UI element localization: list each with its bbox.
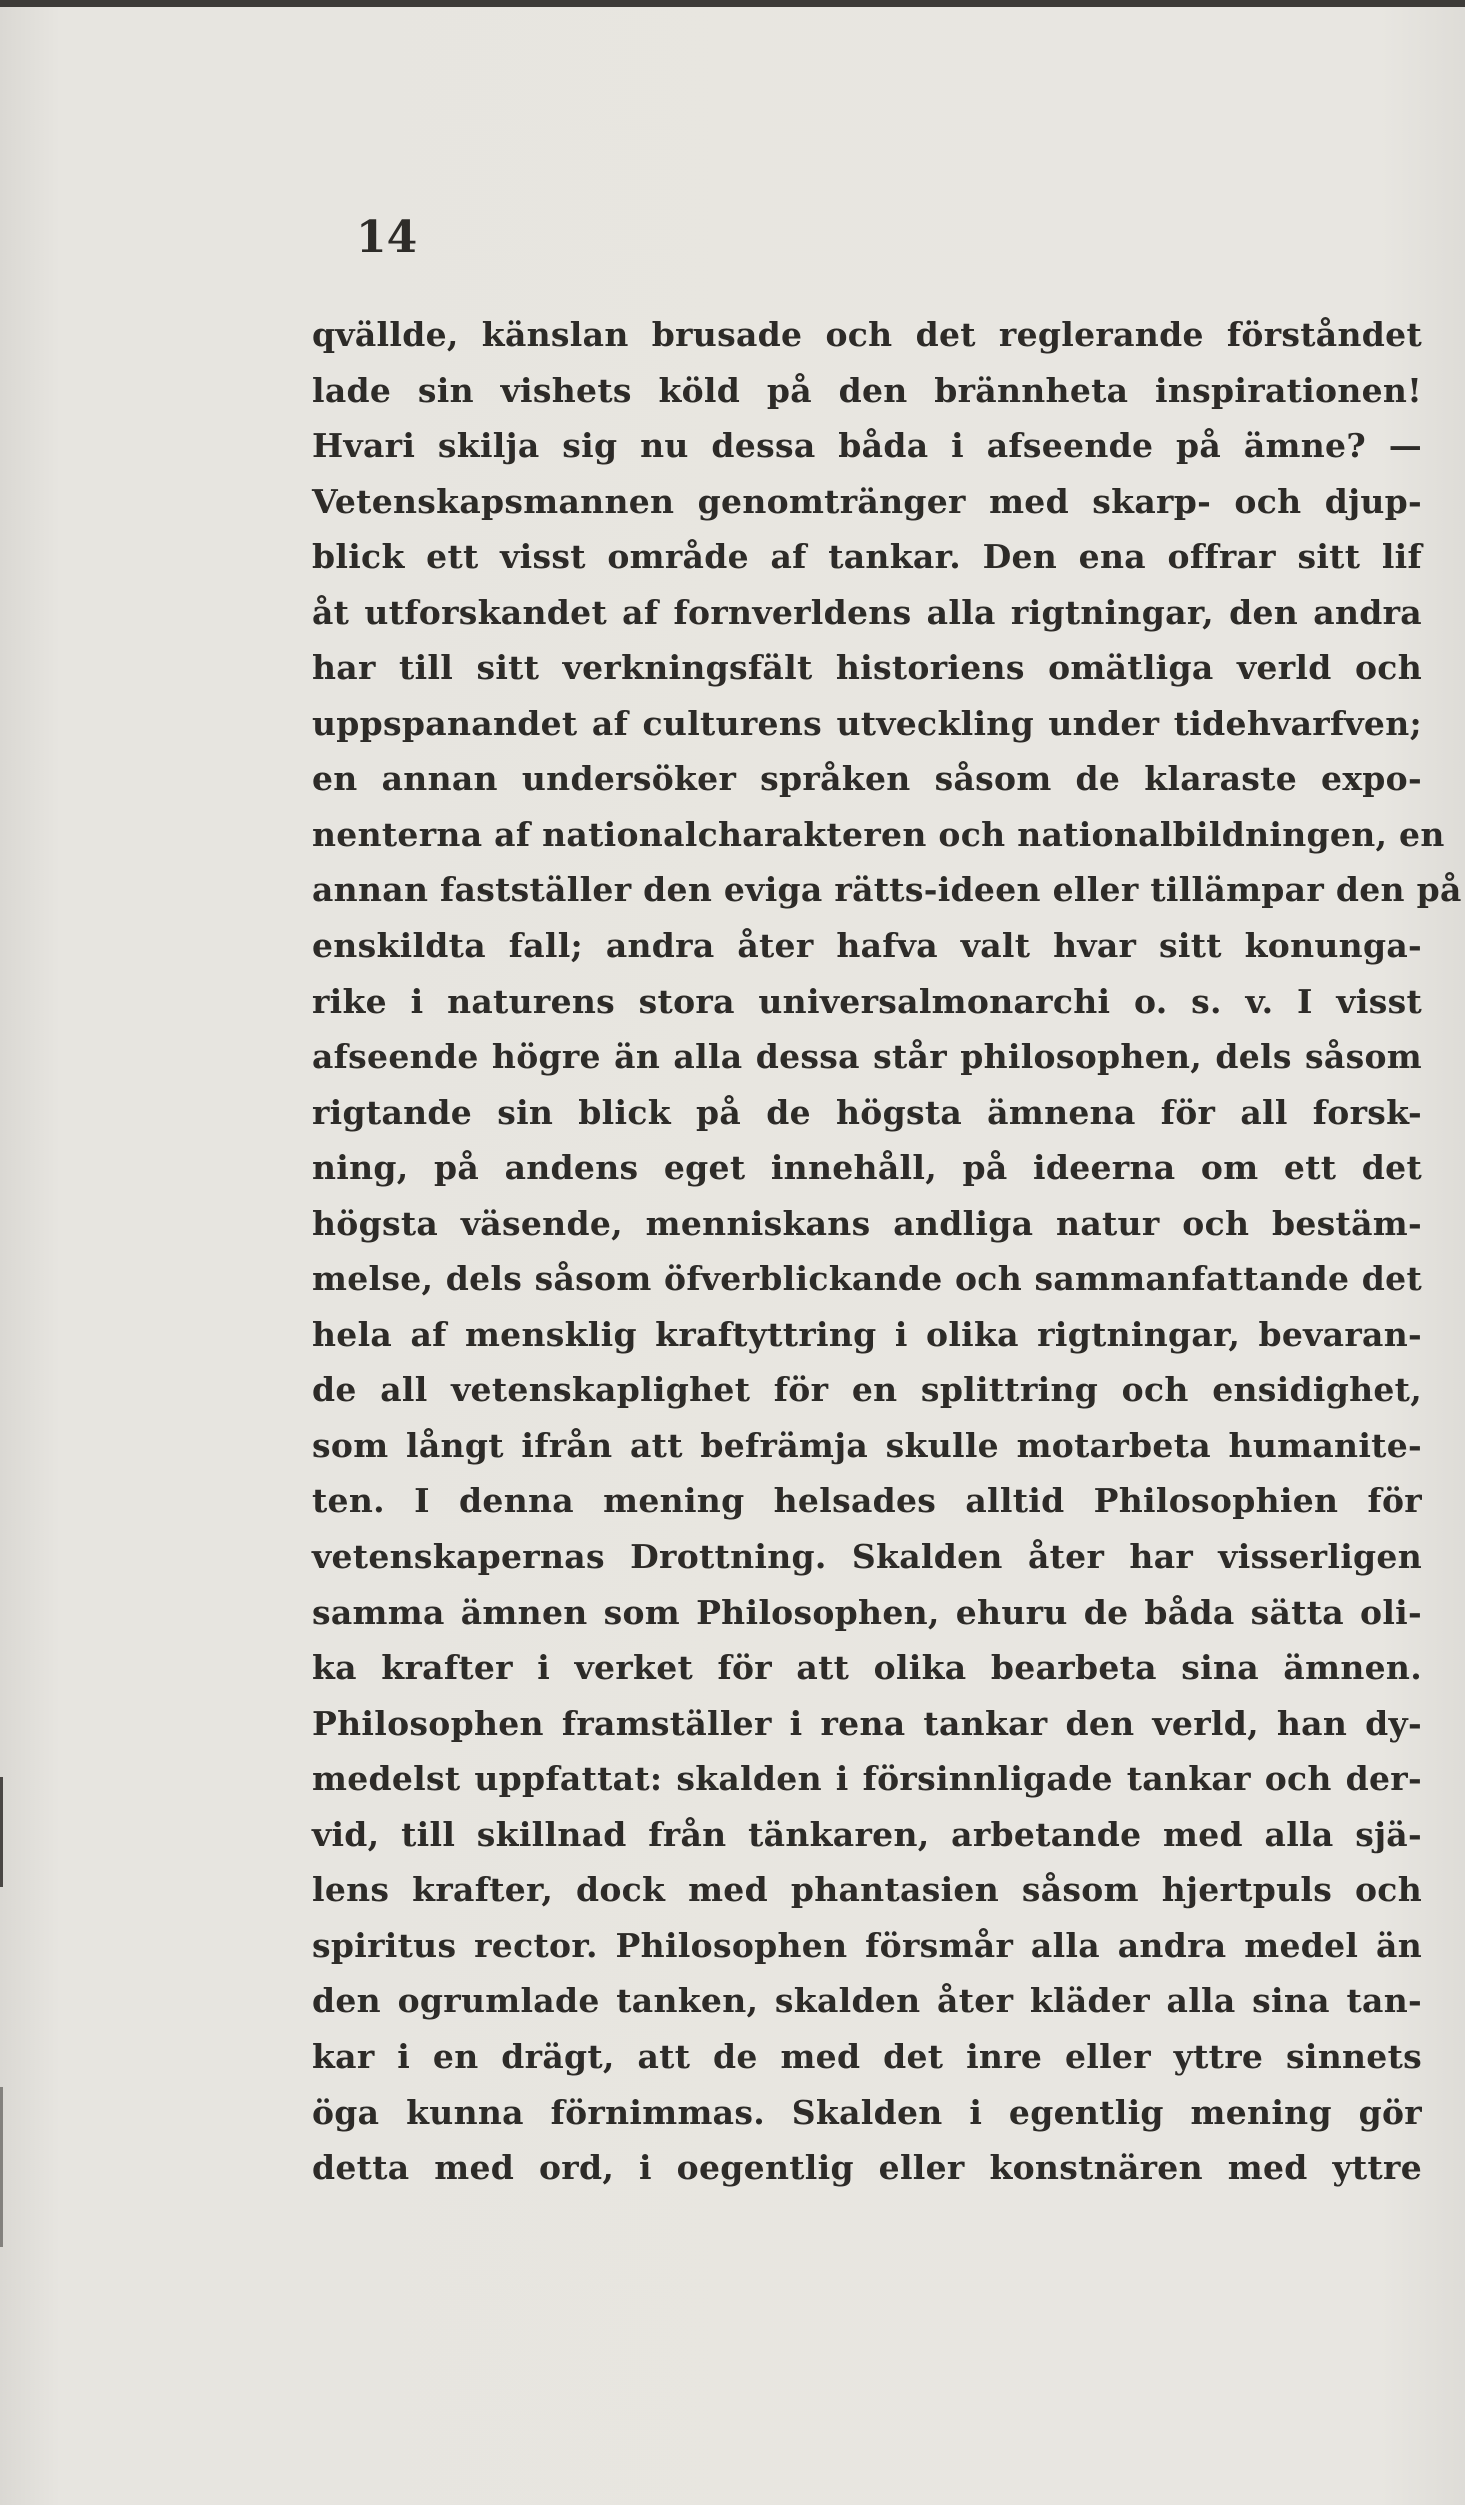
text-line: afseende högre än alla dessa står philosophen, dels såsom bbox=[312, 1037, 1422, 1077]
text-line: qvällde, känslan brusade och det reglerande förståndet bbox=[312, 315, 1422, 354]
body-text bbox=[312, 307, 1462, 2196]
book-page bbox=[0, 7, 1465, 2505]
text-line: melse, dels såsom öfverblickande och sammanfattande det bbox=[312, 1259, 1422, 1299]
text-line: högsta väsende, menniskans andliga natur och bestäm- bbox=[312, 1203, 1422, 1243]
text-line: hela af mensklig kraftyttring i olika rigtningar, bevaran- bbox=[312, 1314, 1422, 1354]
text-line: den ogrumlade tanken, skalden åter kläder alla sina tan- bbox=[312, 1981, 1422, 2021]
text-line: åt utforskandet af fornverldens alla rigtningar, den andra bbox=[312, 592, 1422, 632]
text-line: öga kunna förnimmas. Skalden i egentlig mening gör bbox=[312, 2092, 1422, 2132]
text-line: medelst uppfattat: skalden i försinnligade tankar och der- bbox=[312, 1759, 1422, 1799]
binding-edge-mark bbox=[0, 1777, 3, 1887]
text-line: vid, till skillnad från tänkaren, arbetande med alla sjä- bbox=[312, 1814, 1422, 1854]
text-line: spiritus rector. Philosophen försmår alla andra medel än bbox=[312, 1925, 1422, 1965]
text-line: kar i en drägt, att de med det inre eller yttre sinnets bbox=[312, 2036, 1422, 2076]
text-line: lade sin vishets köld på den brännheta inspirationen! bbox=[312, 370, 1422, 410]
text-line: en annan undersöker språken såsom de klaraste expo- bbox=[312, 759, 1422, 799]
text-line: som långt ifrån att befrämja skulle motarbeta humanite- bbox=[312, 1425, 1422, 1465]
text-line: rike i naturens stora universalmonarchi o. s. v. I visst bbox=[312, 981, 1422, 1021]
text-line: vetenskapernas Drottning. Skalden åter har visserligen bbox=[312, 1537, 1422, 1577]
text-line: Vetenskapsmannen genomtränger med skarp- och djup- bbox=[312, 481, 1422, 521]
text-line: ten. I denna mening helsades alltid Philosophien för bbox=[312, 1481, 1422, 1521]
page-top-edge bbox=[0, 0, 1465, 7]
text-line: blick ett visst område af tankar. Den ena offrar sitt lif bbox=[312, 537, 1422, 577]
text-line: Hvari skilja sig nu dessa båda i afseende på ämne? — bbox=[312, 426, 1422, 466]
text-line: detta med ord, i oegentlig eller konstnären med yttre bbox=[312, 2148, 1422, 2188]
text-line: lens krafter, dock med phantasien såsom hjertpuls och bbox=[312, 1870, 1422, 1910]
text-line: ning, på andens eget innehåll, på ideerna om ett det bbox=[312, 1148, 1422, 1188]
page-number: 14 bbox=[356, 212, 418, 263]
text-line: enskildta fall; andra åter hafva valt hvar sitt konunga- bbox=[312, 926, 1422, 966]
text-line: de all vetenskaplighet för en splittring och ensidighet, bbox=[312, 1370, 1422, 1410]
text-line: nenterna af nationalcharakteren och nationalbildningen, en bbox=[312, 814, 1445, 854]
text-line: samma ämnen som Philosophen, ehuru de båda sätta oli- bbox=[312, 1592, 1422, 1632]
text-line: annan fastställer den eviga rätts-ideen eller tillämpar den på bbox=[312, 870, 1462, 910]
binding-edge-mark bbox=[0, 2087, 3, 2247]
text-line: rigtande sin blick på de högsta ämnena för all forsk- bbox=[312, 1092, 1422, 1132]
text-line: har till sitt verkningsfält historiens omätliga verld och bbox=[312, 648, 1422, 688]
text-line: Philosophen framställer i rena tankar den verld, han dy- bbox=[312, 1703, 1422, 1743]
text-line: uppspanandet af culturens utveckling under tidehvarfven; bbox=[312, 703, 1422, 743]
text-line: ka krafter i verket för att olika bearbeta sina ämnen. bbox=[312, 1648, 1422, 1688]
